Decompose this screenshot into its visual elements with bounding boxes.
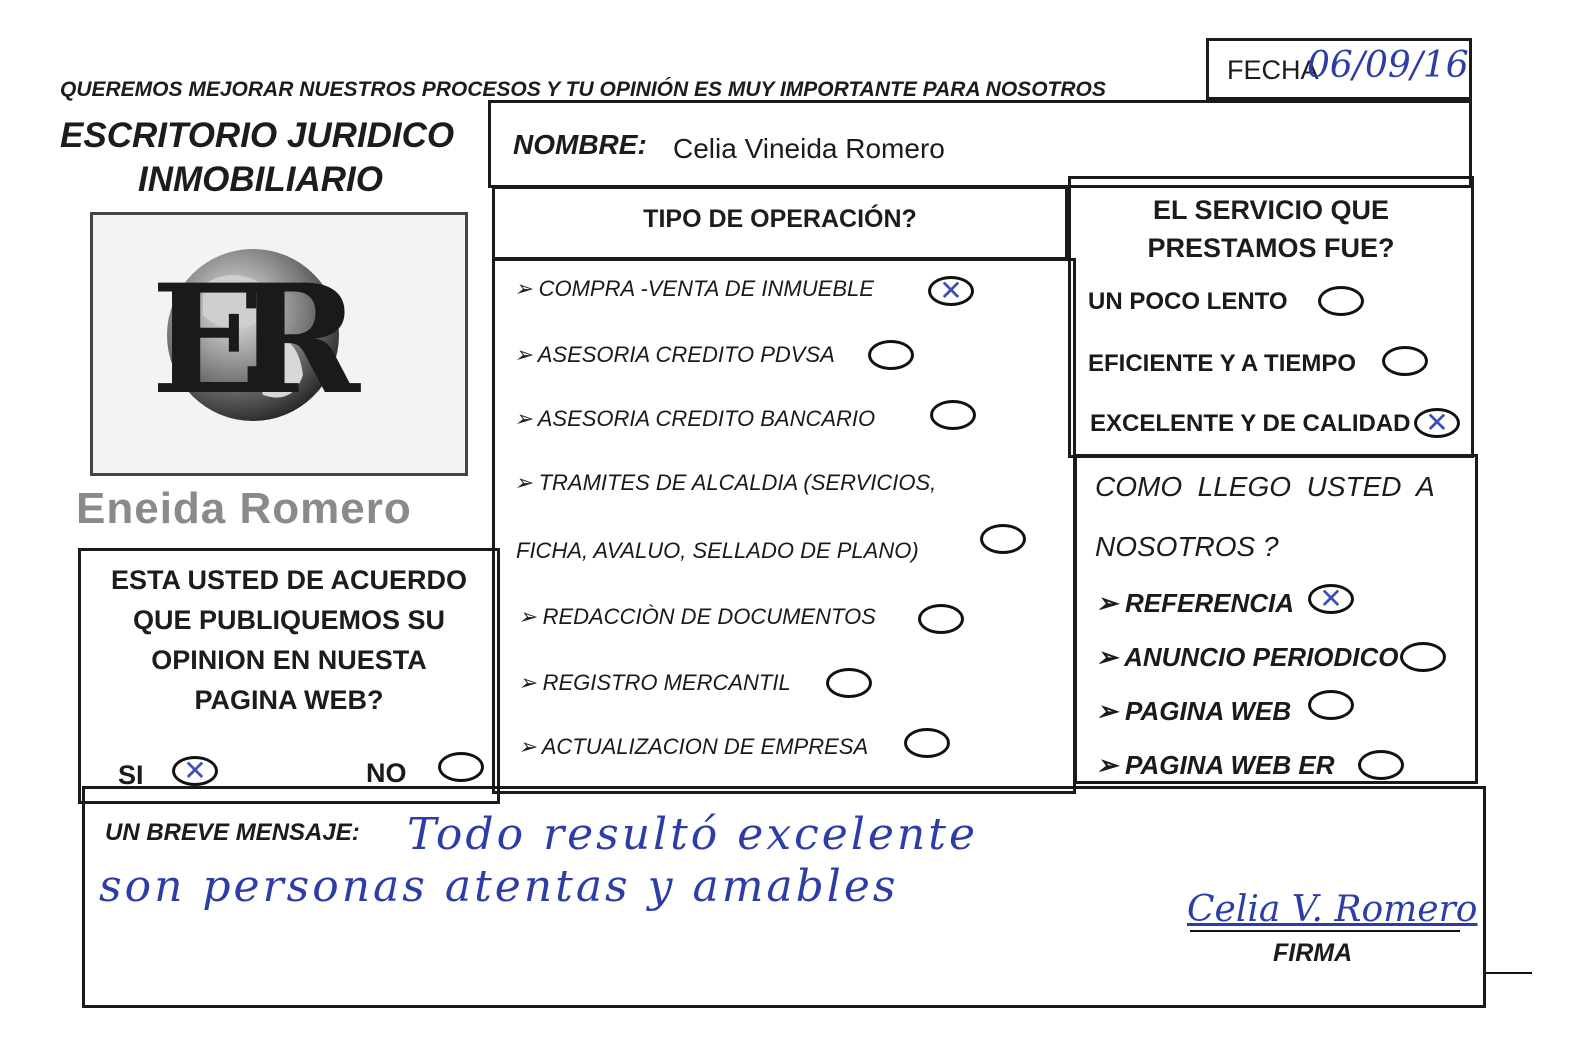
slogan: QUEREMOS MEJORAR NUESTROS PROCESOS Y TU OPINIÓN ES MUY IMPORTANTE PARA NOSOTROS xyxy=(60,78,1106,101)
arrow-icon: ➢ xyxy=(1096,750,1118,780)
arrow-icon: ➢ xyxy=(518,734,537,759)
x-mark-icon: ✕ xyxy=(1425,406,1449,439)
publicar-line1: ESTA USTED DE ACUERDO xyxy=(110,565,468,595)
company-logo xyxy=(90,212,468,476)
llegada-option-1 xyxy=(1096,642,1399,673)
operacion-checkbox-1[interactable] xyxy=(868,340,914,370)
operacion-option-3-line2: FICHA, AVALUO, SELLADO DE PLANO) xyxy=(516,538,919,563)
operacion-checkbox-0[interactable] xyxy=(928,276,974,306)
option-label: PAGINA WEB ER xyxy=(1125,750,1335,780)
nombre-field[interactable]: Celia Vineida Romero xyxy=(673,133,945,164)
operacion-option-3 xyxy=(514,470,936,496)
si-label: SI xyxy=(118,760,144,790)
option-label: ACTUALIZACION DE EMPRESA xyxy=(541,734,869,759)
mensaje-line2[interactable]: son personas atentas y amables xyxy=(99,861,899,912)
arrow-icon: ➢ xyxy=(1096,642,1118,672)
option-label: REFERENCIA xyxy=(1125,588,1295,618)
llegada-checkbox-1[interactable] xyxy=(1400,642,1446,672)
option-label: ANUNCIO PERIODICO xyxy=(1124,642,1399,672)
nombre-label: NOMBRE: xyxy=(513,129,647,160)
servicio-option-2: EXCELENTE Y DE CALIDAD xyxy=(1090,410,1411,437)
operacion-checkbox-5[interactable] xyxy=(826,668,872,698)
mensaje-line1[interactable]: Todo resultó excelente xyxy=(407,809,978,860)
operacion-option-0 xyxy=(514,276,874,302)
servicio-title-line1: EL SERVICIO QUE xyxy=(1152,195,1390,225)
fecha-box xyxy=(1206,38,1472,100)
arrow-icon: ➢ xyxy=(514,342,533,367)
operacion-option-1 xyxy=(514,342,835,368)
arrow-icon: ➢ xyxy=(1096,696,1118,726)
llegada-title-line2: NOSOTROS ? xyxy=(1095,531,1279,562)
publicar-line2: QUE PUBLIQUEMOS SU xyxy=(132,605,446,635)
llegada-checkbox-2[interactable] xyxy=(1308,690,1354,720)
x-mark-icon: ✕ xyxy=(1319,582,1343,615)
option-label: ASESORIA CREDITO PDVSA xyxy=(537,342,835,367)
signature: Celia V. Romero xyxy=(1187,889,1478,930)
publicar-line4: PAGINA WEB? xyxy=(194,685,384,715)
option-label: REDACCIÒN DE DOCUMENTOS xyxy=(542,604,876,629)
llegada-checkbox-0[interactable] xyxy=(1308,584,1354,614)
servicio-checkbox-2[interactable] xyxy=(1414,408,1460,438)
arrow-icon: ➢ xyxy=(518,604,537,629)
arrow-icon: ➢ xyxy=(518,670,537,695)
arrow-icon: ➢ xyxy=(514,470,533,495)
servicio-checkbox-1[interactable] xyxy=(1382,346,1428,376)
no-checkbox[interactable] xyxy=(438,752,484,782)
operacion-option-2 xyxy=(514,406,875,432)
llegada-checkbox-3[interactable] xyxy=(1358,750,1404,780)
firma-label: FIRMA xyxy=(1273,939,1353,967)
x-mark-icon: ✕ xyxy=(183,754,207,787)
nombre-box xyxy=(488,100,1472,188)
option-label: TRAMITES DE ALCALDIA (SERVICIOS, xyxy=(538,470,937,495)
company-name-line2: INMOBILIARIO xyxy=(138,160,383,199)
option-label: ASESORIA CREDITO BANCARIO xyxy=(537,406,876,431)
mensaje-label: UN BREVE MENSAJE: xyxy=(105,819,360,846)
logo-caption: Eneida Romero xyxy=(76,484,412,533)
operacion-option-6 xyxy=(518,734,868,760)
servicio-option-0: UN POCO LENTO xyxy=(1088,288,1288,315)
arrow-icon: ➢ xyxy=(514,276,533,301)
operacion-title: TIPO DE OPERACIÓN? xyxy=(643,205,917,233)
arrow-icon: ➢ xyxy=(514,406,533,431)
arrow-icon: ➢ xyxy=(1096,588,1118,618)
llegada-option-2 xyxy=(1096,696,1291,727)
servicio-option-1: EFICIENTE Y A TIEMPO xyxy=(1088,350,1357,377)
si-checkbox[interactable] xyxy=(172,756,218,786)
llegada-box xyxy=(1074,454,1478,784)
option-label: REGISTRO MERCANTIL xyxy=(542,670,791,695)
x-mark-icon: ✕ xyxy=(939,274,963,307)
logo-letters: ER xyxy=(151,252,330,428)
operacion-title-box xyxy=(492,186,1068,260)
servicio-title-line2: PRESTAMOS FUE? xyxy=(1147,233,1395,263)
option-label: PAGINA WEB xyxy=(1125,696,1292,726)
operacion-checkbox-3[interactable] xyxy=(980,524,1026,554)
signature-line xyxy=(1190,930,1460,932)
option-label: COMPRA -VENTA DE INMUEBLE xyxy=(538,276,874,301)
operacion-checkbox-4[interactable] xyxy=(918,604,964,634)
operacion-option-5 xyxy=(518,670,791,696)
edge-line xyxy=(1486,972,1532,974)
llegada-option-3 xyxy=(1096,750,1334,781)
servicio-checkbox-0[interactable] xyxy=(1318,286,1364,316)
operacion-checkbox-2[interactable] xyxy=(930,400,976,430)
fecha-label: FECHA xyxy=(1227,55,1319,85)
llegada-title-line1: COMO LLEGO USTED A xyxy=(1095,471,1435,502)
mensaje-box xyxy=(82,786,1486,1008)
operacion-option-4 xyxy=(518,604,876,630)
llegada-option-0 xyxy=(1096,588,1294,619)
publicar-line3: OPINION EN NUESTA xyxy=(151,645,427,675)
company-name-line1: ESCRITORIO JURIDICO xyxy=(60,116,455,155)
no-label: NO xyxy=(366,758,407,788)
fecha-value[interactable]: 06/09/16 xyxy=(1307,45,1469,86)
operacion-checkbox-6[interactable] xyxy=(904,728,950,758)
